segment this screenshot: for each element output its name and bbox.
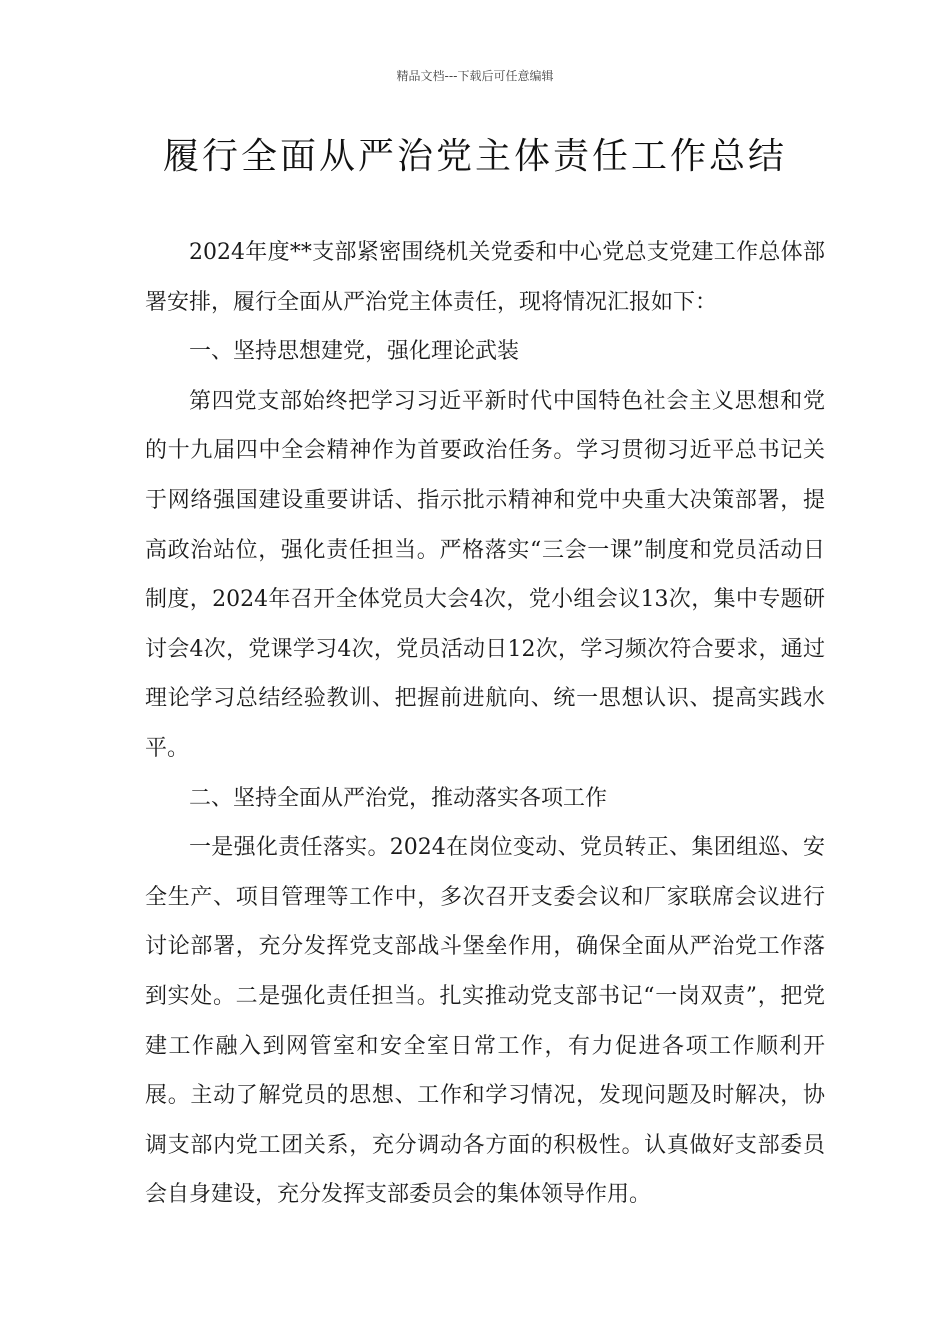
section-1-paragraph: 第四党支部始终把学习习近平新时代中国特色社会主义思想和党的十九届四中全会精神作为首要政治任务。学习贯彻习近平总书记关于网络强国建设重要讲话、指示批示精神和党中央重大决策部署，提高政治站位，强化责任担当。严格落实“三会一课”制度和党员活动日制度，2024年召开全体党员大会4次，党小组会议13次，集中专题研讨会4次，党课学习4次，党员活动日12次，学习频次符合要求，通过理论学习总结经验教训、把握前进航向、统一思想认识、提高实践水平。 — [145, 388, 825, 761]
intro-paragraph: 2024年度**支部紧密围绕机关党委和中心党总支党建工作总体部署安排，履行全面从严治党主体责任，现将情况汇报如下： — [145, 240, 825, 315]
section-heading-1: 一、坚持思想建党，强化理论武装 — [189, 339, 520, 365]
document-body — [145, 228, 825, 1220]
header-note: 精品文档---下载后可任意编辑 — [396, 69, 554, 83]
document-title: 履行全面从严治党主体责任工作总结 — [162, 136, 787, 177]
section-2-paragraph: 一是强化责任落实。2024在岗位变动、党员转正、集团组巡、安全生产、项目管理等工作中，多次召开支委会议和厂家联席会议进行讨论部署，充分发挥党支部战斗堡垒作用，确保全面从严治党工作落到实处。二是强化责任担当。扎实推动党支部书记“一岗双责”，把党建工作融入到网管室和安全室日常工作，有力促进各项工作顺利开展。主动了解党员的思想、工作和学习情况，发现问题及时解决，协调支部内党工团关系，充分调动各方面的积极性。认真做好支部委员会自身建设，充分发挥支部委员会的集体领导作用。 — [145, 835, 825, 1208]
section-heading-2: 二、坚持全面从严治党，推动落实各项工作 — [189, 785, 608, 811]
